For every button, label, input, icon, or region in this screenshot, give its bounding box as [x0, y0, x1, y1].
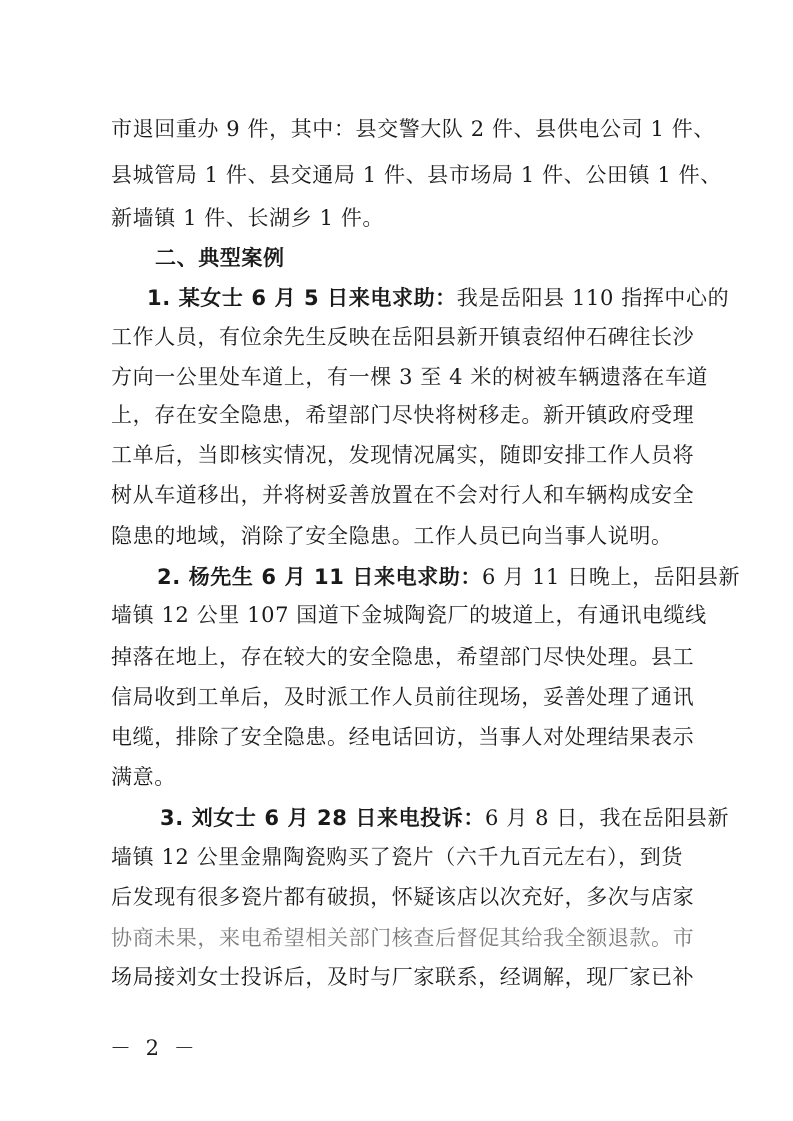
case2-line-3: 掉落在地上，存在较大的安全隐患，希望部门尽快处理。县工	[111, 645, 695, 669]
case2-line-2: 墙镇 12 公里 107 国道下金城陶瓷厂的坡道上，有通讯电缆线	[111, 603, 707, 627]
case2-line-5: 电缆，排除了安全隐患。经电话回访，当事人对处理结果表示	[111, 725, 695, 749]
intro-line-2: 县城管局 1 件、县交通局 1 件、县市场局 1 件、公田镇 1 件、	[111, 163, 722, 187]
case2-first-line	[157, 562, 740, 592]
case1-line-7: 隐患的地域，消除了安全隐患。工作人员已向当事人说明。	[111, 524, 673, 548]
case1-title: 1. 某女士 6 月 5 日来电求助：	[147, 286, 457, 310]
page-number: － 2 －	[110, 1036, 199, 1060]
case1-first-line	[147, 283, 729, 313]
case1-line-5: 工单后，当即核实情况，发现情况属实，随即安排工作人员将	[111, 443, 695, 467]
case2-first-line-rest: 6 月 11 日晚上，岳阳县新	[481, 565, 741, 589]
case3-line-5: 场局接刘女士投诉后，及时与厂家联系，经调解，现厂家已补	[111, 965, 695, 989]
case1-line-2: 工作人员，有位余先生反映在岳阳县新开镇袁绍仲石碑往长沙	[111, 325, 695, 349]
intro-line-3: 新墙镇 1 件、长湖乡 1 件。	[111, 206, 385, 230]
case2-title: 2. 杨先生 6 月 11 日来电求助：	[157, 565, 482, 589]
case3-first-line	[160, 803, 729, 833]
case1-line-3: 方向一公里处车道上，有一棵 3 至 4 米的树被车辆遗落在车道	[111, 365, 709, 389]
section-heading: 二、典型案例	[155, 246, 285, 270]
case2-line-4: 信局收到工单后，及时派工作人员前往现场，妥善处理了通讯	[111, 685, 695, 709]
case1-line-6: 树从车道移出，并将树妥善放置在不会对行人和车辆构成安全	[111, 483, 695, 507]
case1-line-4: 上，存在安全隐患，希望部门尽快将树移走。新开镇政府受理	[111, 403, 695, 427]
case3-line-3: 后发现有很多瓷片都有破损，怀疑该店以次充好，多次与店家	[111, 885, 695, 909]
case3-line-4: 协商未果，来电希望相关部门核查后督促其给我全额退款。市	[111, 926, 695, 950]
intro-line-1: 市退回重办 9 件，其中：县交警大队 2 件、县供电公司 1 件、	[111, 117, 715, 141]
case3-line-2: 墙镇 12 公里金鼎陶瓷购买了瓷片（六千九百元左右），到货	[111, 845, 683, 869]
case3-title: 3. 刘女士 6 月 28 日来电投诉：	[160, 806, 485, 830]
case3-first-line-rest: 6 月 8 日，我在岳阳县新	[484, 806, 730, 830]
case1-first-line-rest: 我是岳阳县 110 指挥中心的	[456, 286, 730, 310]
case2-line-6: 满意。	[111, 765, 176, 789]
